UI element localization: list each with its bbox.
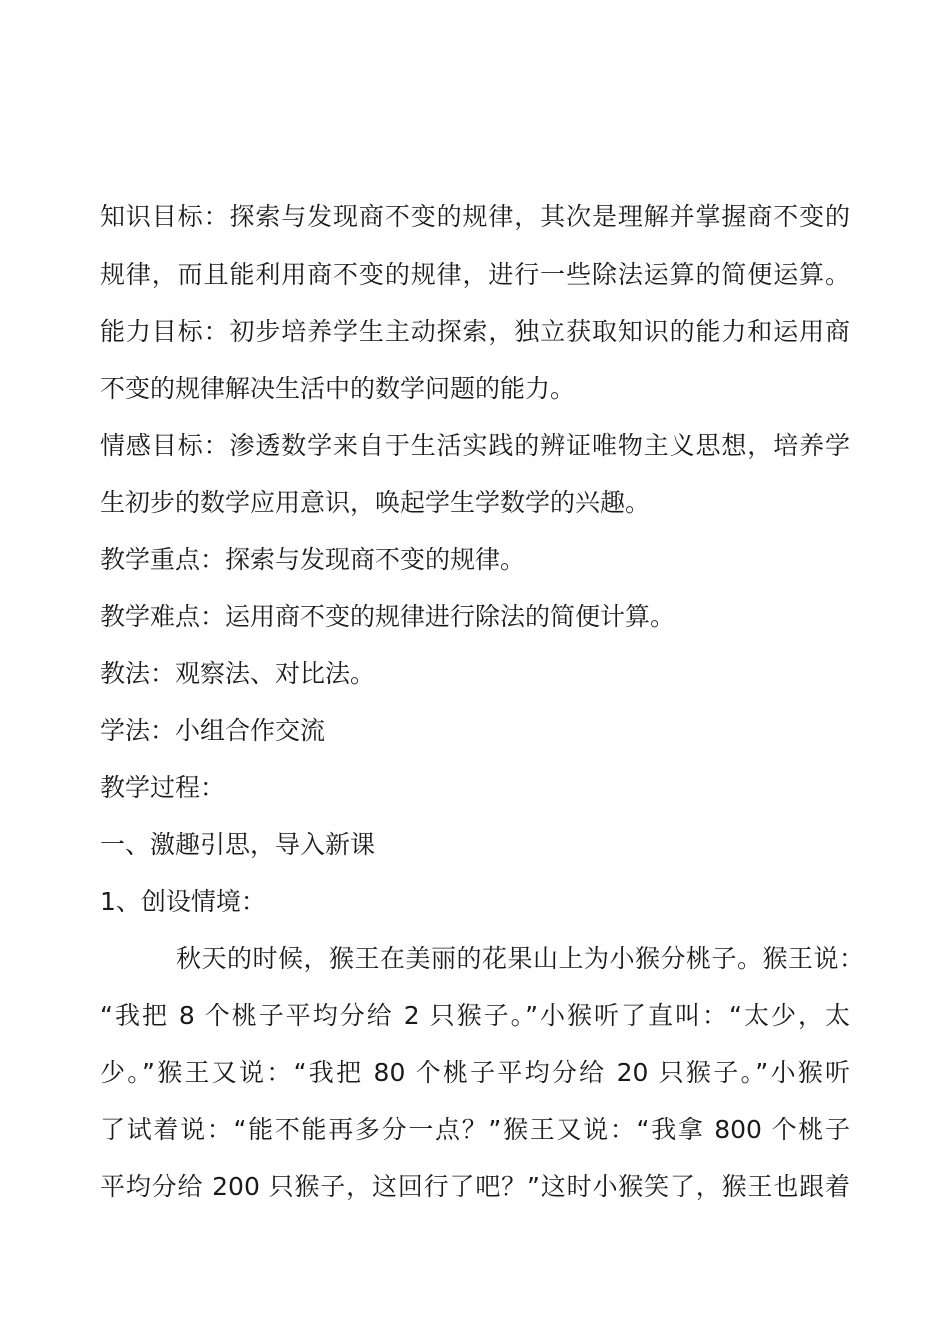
story-paragraph-line-3: 少。”猴王又说：“我把 80 个桃子平均分给 20 只猴子。”小猴听 xyxy=(100,1058,850,1087)
section-heading-1: 一、激趣引思，导入新课 xyxy=(100,830,376,859)
ability-goal-line-1: 能力目标：初步培养学生主动探索，独立获取知识的能力和运用商 xyxy=(100,317,850,346)
teaching-focus: 教学重点：探索与发现商不变的规律。 xyxy=(100,545,526,574)
ability-goal-line-2: 不变的规律解决生活中的数学问题的能力。 xyxy=(100,374,576,403)
knowledge-goal-line-2: 规律，而且能利用商不变的规律，进行一些除法运算的简便运算。 xyxy=(100,260,850,289)
teaching-process-heading: 教学过程： xyxy=(100,773,226,802)
emotion-goal-line-1: 情感目标：渗透数学来自于生活实践的辨证唯物主义思想，培养学 xyxy=(100,431,850,460)
teaching-method: 教法：观察法、对比法。 xyxy=(100,659,376,688)
story-paragraph-line-5: 平均分给 200 只猴子，这回行了吧？”这时小猴笑了，猴王也跟着 xyxy=(100,1172,850,1201)
story-paragraph-line-4: 了试着说：“能不能再多分一点？”猴王又说：“我拿 800 个桃子 xyxy=(100,1115,850,1144)
learning-method: 学法：小组合作交流 xyxy=(100,716,326,745)
emotion-goal-line-2: 生初步的数学应用意识，唤起学生学数学的兴趣。 xyxy=(100,488,651,517)
knowledge-goal-line-1: 知识目标：探索与发现商不变的规律，其次是理解并掌握商不变的 xyxy=(100,202,850,231)
teaching-difficulty: 教学难点：运用商不变的规律进行除法的简便计算。 xyxy=(100,602,676,631)
subsection-heading-1: 1、创设情境： xyxy=(100,887,266,916)
story-paragraph-line-1: 秋天的时候，猴王在美丽的花果山上为小猴分桃子。猴王说： xyxy=(176,944,864,973)
story-paragraph-line-2: “我把 8 个桃子平均分给 2 只猴子。”小猴听了直叫：“太少，太 xyxy=(100,1001,850,1030)
